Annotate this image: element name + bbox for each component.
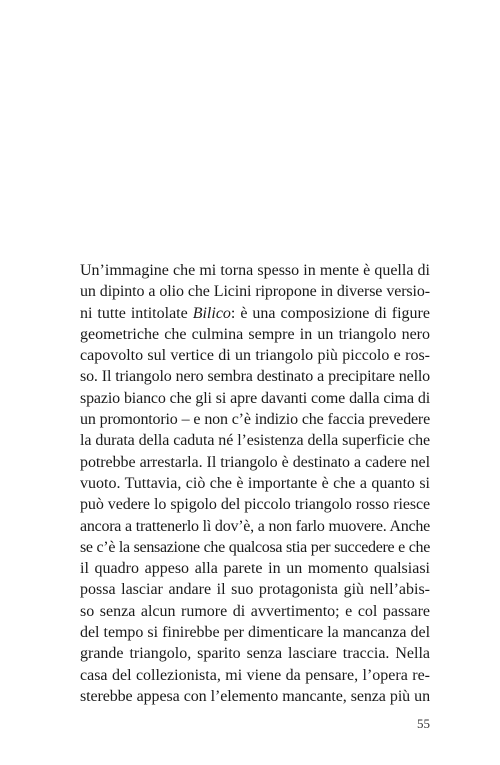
text-line-5: capovolto sul vertice di un triangolo più piccolo e ros- [80, 347, 430, 365]
text-line-3-end: : è una composizione di figure [230, 304, 430, 322]
text-line-17: so senza alcun rumore di avvertimento; e col passare [80, 602, 430, 620]
body-paragraph [80, 260, 430, 707]
text-line-20: casa del collezionista, mi viene da pensare, l’opera re- [80, 666, 430, 684]
page-number: 55 [417, 716, 430, 731]
text-line-10: potrebbe arrestarla. Il triangolo è destinato a cadere nel [80, 453, 430, 471]
text-line-2: un dipinto a olio che Licini ripropone in diverse versio- [80, 283, 430, 301]
text-line-16: possa lasciar andare il suo protagonista giù nell’abis- [80, 581, 430, 599]
text-line-3 [80, 303, 430, 324]
text-line-7: spazio bianco che gli si apre davanti come dalla cima di [80, 389, 430, 407]
text-line-12: può vedere lo spigolo del piccolo triangolo rosso riesce [80, 496, 430, 514]
text-line-4: geometriche che culmina sempre in un triangolo nero [80, 325, 430, 343]
text-line-1: Un’immagine che mi torna spesso in mente è quella di [80, 262, 430, 279]
text-line-6: so. Il triangolo nero sembra destinato a precipitare nello [80, 368, 430, 386]
text-line-21: sterebbe appesa con l’elemento mancante, senza più un [80, 687, 430, 705]
text-line-11: vuoto. Tuttavia, ciò che è importante è che a quanto si [80, 474, 430, 492]
text-line-18: del tempo si finirebbe per dimenticare la mancanza del [80, 624, 430, 642]
text-line-14: se c’è la sensazione che qualcosa stia per succedere e che [80, 538, 430, 556]
text-line-13: ancora a trattenerlo lì dov’è, a non farlo muovere. Anche [80, 517, 430, 535]
text-line-3-start: ni tutte intitolate [80, 304, 193, 322]
text-line-15: il quadro appeso alla parete in un momento qualsiasi [80, 560, 430, 578]
text-line-8: un promontorio – e non c’è indizio che faccia prevedere [80, 411, 430, 429]
text-line-19: grande triangolo, sparito senza lasciare traccia. Nella [80, 645, 430, 663]
text-line-9: la durata della caduta né l’esistenza della superficie che [80, 432, 430, 450]
artwork-title: Bilico [192, 304, 231, 322]
